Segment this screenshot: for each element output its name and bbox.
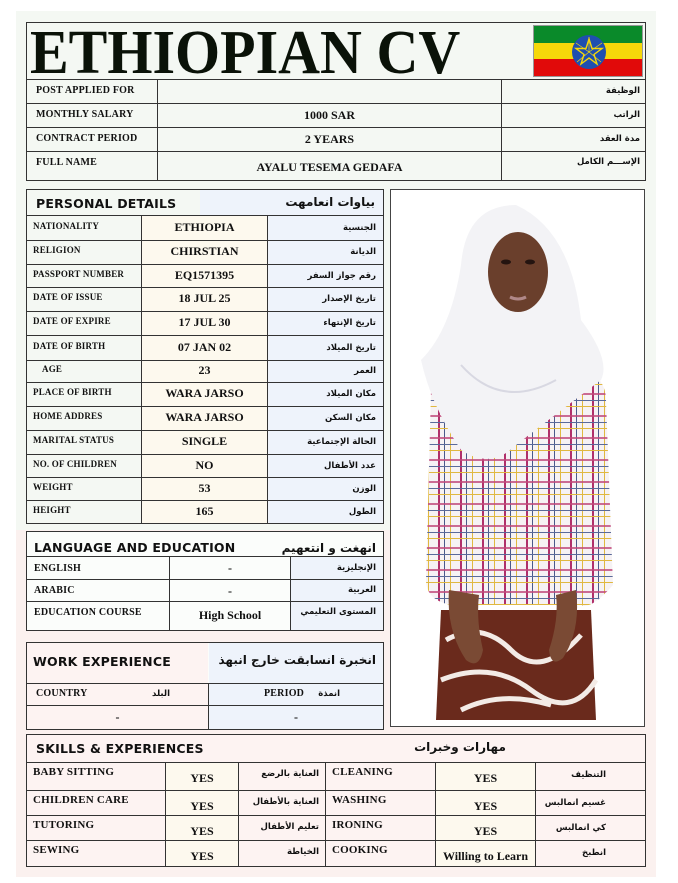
personal-arabic: تاريخ الميلاد <box>326 343 376 353</box>
flag-emblem-icon <box>571 34 607 70</box>
personal-value: 18 JUL 25 <box>178 291 231 305</box>
personal-value: 23 <box>198 363 211 377</box>
language-education-title-ar: انهغت و انتعهيم <box>281 541 376 555</box>
personal-divider <box>26 287 384 288</box>
period-label: PERIOD <box>264 688 305 699</box>
skills-divider <box>26 840 646 841</box>
language-education-title: LANGUAGE AND EDUCATION <box>34 540 236 555</box>
skill-value: YES <box>190 771 214 785</box>
personal-label: RELIGION <box>33 245 81 255</box>
skill-arabic: العناية بالرضع <box>261 769 319 779</box>
personal-label: HEIGHT <box>33 505 71 515</box>
personal-divider <box>26 360 384 361</box>
skill-label: TUTORING <box>33 819 95 831</box>
personal-divider <box>26 240 384 241</box>
personal-value: CHIRSTIAN <box>170 244 239 258</box>
skill-value: YES <box>190 799 214 813</box>
skill-label: CHILDREN CARE <box>33 794 129 806</box>
skills-col-divider <box>325 762 326 867</box>
personal-value: 07 JAN 02 <box>177 340 232 354</box>
personal-divider <box>26 477 384 478</box>
education-course-value: High School <box>198 608 262 622</box>
skills-title: SKILLS & EXPERIENCES <box>36 741 204 756</box>
arabic-label: ARABIC <box>34 585 75 596</box>
personal-divider <box>26 335 384 336</box>
english-value: - <box>228 561 232 575</box>
personal-label: PASSPORT NUMBER <box>33 269 125 279</box>
personal-value: NO <box>195 458 214 472</box>
personal-label: DATE OF BIRTH <box>33 341 106 351</box>
personal-arabic: مكان السكن <box>325 413 376 423</box>
arabic-value: - <box>228 584 232 598</box>
skill-label: CLEANING <box>332 766 393 778</box>
contract-arabic: مدة العقد <box>599 134 640 144</box>
personal-details-title: PERSONAL DETAILS <box>36 196 177 211</box>
skill-label: BABY SITTING <box>33 766 115 778</box>
personal-arabic: الطول <box>348 507 376 517</box>
contract-label: CONTRACT PERIOD <box>36 133 138 144</box>
skill-value: YES <box>190 849 214 863</box>
personal-value: EQ1571395 <box>174 268 235 282</box>
personal-details-title-ar: بياوات انعامهت <box>285 195 375 209</box>
english-arabic: الإنجليزية <box>336 563 376 573</box>
skill-arabic: كي انمالبس <box>555 823 606 833</box>
candidate-photo <box>390 189 645 727</box>
personal-label: MARITAL STATUS <box>33 435 115 445</box>
education-course-arabic: المستوى التعليمي <box>300 607 376 617</box>
candidate-photo-image <box>391 190 643 725</box>
full-name-value: AYALU TESEMA GEDAFA <box>256 160 403 174</box>
skill-arabic: تعليم الأطفال <box>260 822 319 832</box>
skill-arabic: التنظيف <box>571 770 606 780</box>
personal-value: 53 <box>198 481 211 495</box>
country-value: - <box>115 710 120 724</box>
education-course-label: EDUCATION COURSE <box>34 607 142 618</box>
personal-arabic: رقم جواز السفر <box>307 271 376 281</box>
arabic-arabic: العربية <box>347 585 376 595</box>
salary-label: MONTHLY SALARY <box>36 109 134 120</box>
personal-arabic: الديانة <box>350 247 376 257</box>
skills-divider <box>26 790 646 791</box>
personal-label: HOME ADDRES <box>33 411 103 421</box>
skills-title-ar: مهارات وخبرات <box>414 740 506 754</box>
header-divider <box>26 151 646 152</box>
header-divider <box>26 79 646 80</box>
header-divider <box>26 127 646 128</box>
post-applied-arabic: الوظيفة <box>605 86 640 96</box>
period-value: - <box>294 710 298 724</box>
personal-value: WARA JARSO <box>165 386 244 400</box>
work-divider <box>26 683 384 684</box>
country-arabic: البلد <box>152 689 170 699</box>
skill-arabic: الخياطة <box>286 847 319 857</box>
personal-arabic: الوزن <box>352 484 376 494</box>
skill-value: YES <box>190 824 214 838</box>
header-divider <box>26 103 646 104</box>
personal-arabic: مكان الميلاد <box>326 389 376 399</box>
period-arabic: انمذة <box>318 689 340 699</box>
personal-arabic: الجنسية <box>343 223 376 233</box>
lang-divider <box>26 601 384 602</box>
skills-divider <box>26 762 646 763</box>
personal-arabic: عدد الأطفال <box>324 461 376 471</box>
personal-divider <box>26 382 384 383</box>
skill-label: IRONING <box>332 819 383 831</box>
personal-label: PLACE OF BIRTH <box>33 387 112 397</box>
skill-arabic: غسيم انمالبس <box>544 798 606 808</box>
personal-divider <box>26 430 384 431</box>
personal-arabic: العمر <box>354 366 376 376</box>
personal-arabic: الحالة الإجتماعية <box>307 437 376 447</box>
personal-label: NO. OF CHILDREN <box>33 459 117 469</box>
personal-divider <box>26 454 384 455</box>
lang-divider <box>26 579 384 580</box>
full-name-arabic: الإســـم الكامل <box>576 157 640 167</box>
skill-label: SEWING <box>33 844 80 856</box>
country-label: COUNTRY <box>36 688 88 699</box>
personal-divider <box>26 406 384 407</box>
personal-divider <box>26 500 384 501</box>
skill-value: Willing to Learn <box>442 849 529 863</box>
ethiopia-flag-icon <box>533 25 643 77</box>
personal-label: WEIGHT <box>33 482 73 492</box>
cv-title: ETHIOPIAN CV <box>30 16 461 87</box>
skill-label: COOKING <box>332 844 388 856</box>
personal-divider <box>26 311 384 312</box>
salary-arabic: الراتب <box>613 110 640 120</box>
work-experience-title-ar: انخبرة انسابقت خارج انبهذ <box>218 653 376 667</box>
personal-value: 165 <box>195 504 214 518</box>
skill-value: YES <box>473 824 498 838</box>
english-label: ENGLISH <box>34 563 81 574</box>
personal-label: DATE OF EXPIRE <box>33 316 111 326</box>
personal-divider <box>26 264 384 265</box>
post-applied-label: POST APPLIED FOR <box>36 85 135 96</box>
skill-arabic: العناية بالأطفال <box>252 797 319 807</box>
personal-value: SINGLE <box>181 434 228 448</box>
personal-value: 17 JUL 30 <box>178 315 231 329</box>
personal-arabic: تاريخ الإنتهاء <box>323 318 376 328</box>
personal-arabic: تاريخ الإصدار <box>322 294 376 304</box>
full-name-label: FULL NAME <box>36 157 97 168</box>
skill-arabic: انطبخ <box>582 848 606 858</box>
skill-label: WASHING <box>332 794 387 806</box>
skills-divider <box>26 815 646 816</box>
personal-label: NATIONALITY <box>33 221 100 231</box>
contract-value: 2 YEARS <box>304 132 355 146</box>
personal-value: WARA JARSO <box>165 410 244 424</box>
work-divider <box>26 705 384 706</box>
skill-value: YES <box>473 771 498 785</box>
personal-label: DATE OF ISSUE <box>33 292 103 302</box>
personal-divider <box>26 215 384 216</box>
personal-value: ETHIOPIA <box>174 220 235 234</box>
skill-value: YES <box>473 799 498 813</box>
personal-label: AGE <box>42 364 63 374</box>
work-experience-title: WORK EXPERIENCE <box>33 654 171 669</box>
salary-value: 1000 SAR <box>303 108 355 122</box>
lang-divider <box>26 556 384 557</box>
